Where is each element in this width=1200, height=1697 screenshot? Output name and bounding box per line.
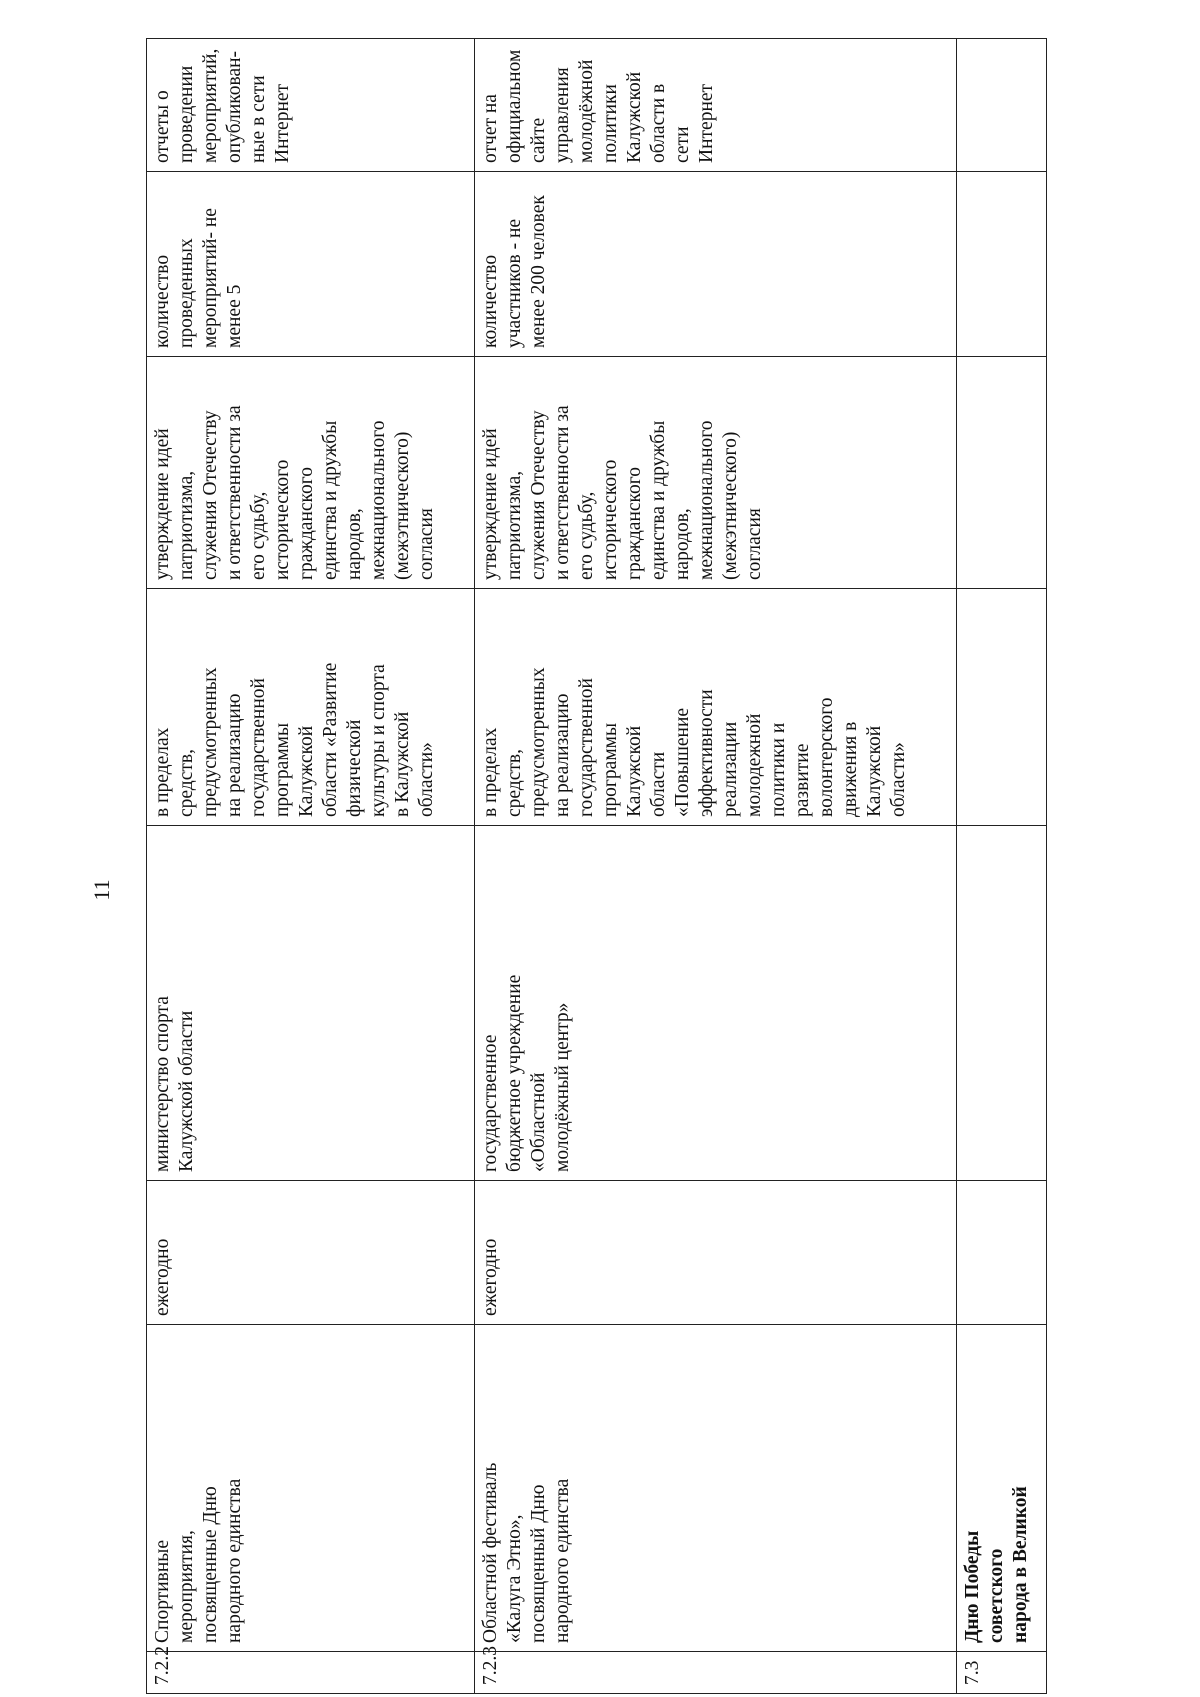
report-form: отчет на официальном сайте управления молодёжной политики Калужской области в сети Интернет	[475, 39, 957, 172]
executor: государственное бюджетное учреждение «Областной молодёжный центр»	[475, 826, 957, 1181]
period: ежегодно	[475, 1181, 957, 1325]
rotated-table-container	[146, 39, 1046, 1694]
executor	[957, 826, 1047, 1181]
table-row	[147, 39, 475, 1694]
funding-source	[957, 589, 1047, 826]
measures-table	[146, 38, 1047, 1694]
goal	[957, 357, 1047, 589]
period: ежегодно	[147, 1181, 475, 1325]
indicator	[957, 172, 1047, 357]
goal: утверждение идей патриотизма, служения Отечеству и ответственности за его судьбу, исторического гражданского единства и дружбы народов, межнационального (межэтнического) согласия	[475, 357, 957, 589]
indicator: количество участников - не менее 200 человек	[475, 172, 957, 357]
funding-source: в пределах средств, предусмотренных на реализацию государственной программы Калужской области «Развитие физической культуры и спорта в Калужской области»	[147, 589, 475, 826]
goal: утверждение идей патриотизма, служения Отечеству и ответственности за его судьбу, исторического гражданского единства и дружбы народов, межнационального (межэтнического) согласия	[147, 357, 475, 589]
event-name: Областной фестиваль «Калуга Этно», посвященный Дню народного единства	[475, 1325, 957, 1652]
executor: министерство спорта Калужской области	[147, 826, 475, 1181]
row-number: 7.2.3	[475, 1652, 957, 1694]
table-row	[957, 39, 1047, 1694]
table-row	[475, 39, 957, 1694]
indicator: количество проведенных мероприятий- не менее 5	[147, 172, 475, 357]
funding-source: в пределах средств, предусмотренных на реализацию государственной программы Калужской области «Повышение эффективности реализации молодежной политики и развитие волонтерского движения в Калужской области»	[475, 589, 957, 826]
report-form	[957, 39, 1047, 172]
page-number: 11	[89, 879, 114, 901]
event-name: Спортивные мероприятия, посвященные Дню народного единства	[147, 1325, 475, 1652]
row-number: 7.3	[957, 1652, 1047, 1694]
row-number: 7.2.2	[147, 1652, 475, 1694]
period	[957, 1181, 1047, 1325]
section-title: Дню Победы советского народа в Великой	[957, 1325, 1047, 1652]
report-form: отчеты о проведении мероприятий, опубликован- ные в сети Интернет	[147, 39, 475, 172]
